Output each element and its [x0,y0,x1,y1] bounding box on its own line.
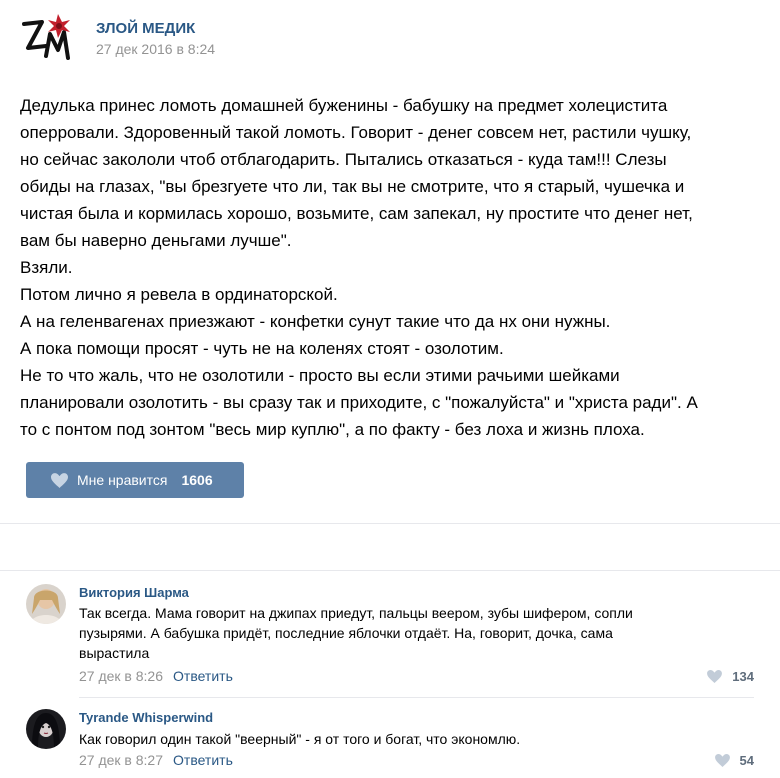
post-text-line: Дедулька принес ломоть домашней буженины - бабушку на предмет холецистита [20,96,668,115]
like-button[interactable] [26,462,244,498]
avatar[interactable] [26,584,66,624]
post-header [20,10,760,70]
like-count: 1606 [181,472,213,488]
post-text-line: А на геленвагенах приезжают - конфетки сунут такие что да нх они нужны. [20,312,611,331]
like-label: Мне нравится [77,472,168,488]
post-text-line: А пока помощи просят - чуть не на коленях стоят - озолотим. [20,339,504,358]
comment-date[interactable]: 27 дек в 8:27 [79,752,164,768]
comment-like-button[interactable] [715,753,754,768]
post-text-line: Потом лично я ревела в ординаторской. [20,285,338,304]
comment-meta [79,668,233,684]
post-text-line: оперровали. Здоровенный такой ломоть. Говорит - денег совсем нет, растили чушку, [20,123,692,142]
post-text-line: планировали озолотить - вы сразу так и приходите, с "пожалуйста" и "христа ради". А [20,393,698,412]
post-text-line: Не то что жаль, что не озолотили - просто вы если этими рачьими шейками [20,366,620,385]
reply-link[interactable]: Ответить [173,752,233,768]
post-author[interactable]: ЗЛОЙ МЕДИК [96,20,196,37]
comment-text-line: Как говорил один такой "веерный" - я от того и богат, что экономлю. [79,731,521,747]
comment-text [79,729,719,749]
reply-link[interactable]: Ответить [173,668,233,684]
comment-like-count: 134 [732,669,754,684]
post-text-line: то с понтом под зонтом "весь мир куплю", а по факту - без лоха и жизнь плоха. [20,420,645,439]
post-text-line: Взяли. [20,258,73,277]
comment-like-count: 54 [739,753,754,768]
post-text [20,92,760,443]
heart-icon [707,670,722,683]
zm-logo-icon[interactable] [20,10,76,66]
comment-like-button[interactable] [707,669,754,684]
divider [79,697,754,698]
comment-date[interactable]: 27 дек в 8:26 [79,668,164,684]
comment-text-line: Так всегда. Мама говорит на джипах приедут, пальцы веером, зубы шифером, сопли [79,605,633,621]
section-gap [0,524,780,570]
post-text-line: обиды на глазах, "вы брезгуете что ли, так вы не смотрите, что я старый, чушечка и [20,177,685,196]
comment-text-line: вырастила [79,645,150,661]
post-text-line: но сейчас закололи чтоб отблагодарить. Пытались отказаться - куда там!!! Слезы [20,150,667,169]
divider [0,570,780,571]
comment-author[interactable]: Tyrande Whisperwind [79,710,214,725]
post-text-line: вам бы наверно деньгами лучше". [20,231,292,250]
comment-meta [79,752,233,768]
comment-author[interactable]: Виктория Шарма [79,585,189,600]
avatar[interactable] [26,709,66,749]
comment-text-line: пузырями. А бабушка придёт, последние яблочки отдаёт. На, говорит, дочка, сама [79,625,613,641]
heart-icon [715,754,730,767]
post-date[interactable]: 27 дек 2016 в 8:24 [96,41,216,57]
comment-text [79,603,719,663]
post-text-line: чистая была и кормилась хорошо, возьмите, сам запекал, ну простите что денег нет, [20,204,693,223]
heart-icon [51,473,68,488]
